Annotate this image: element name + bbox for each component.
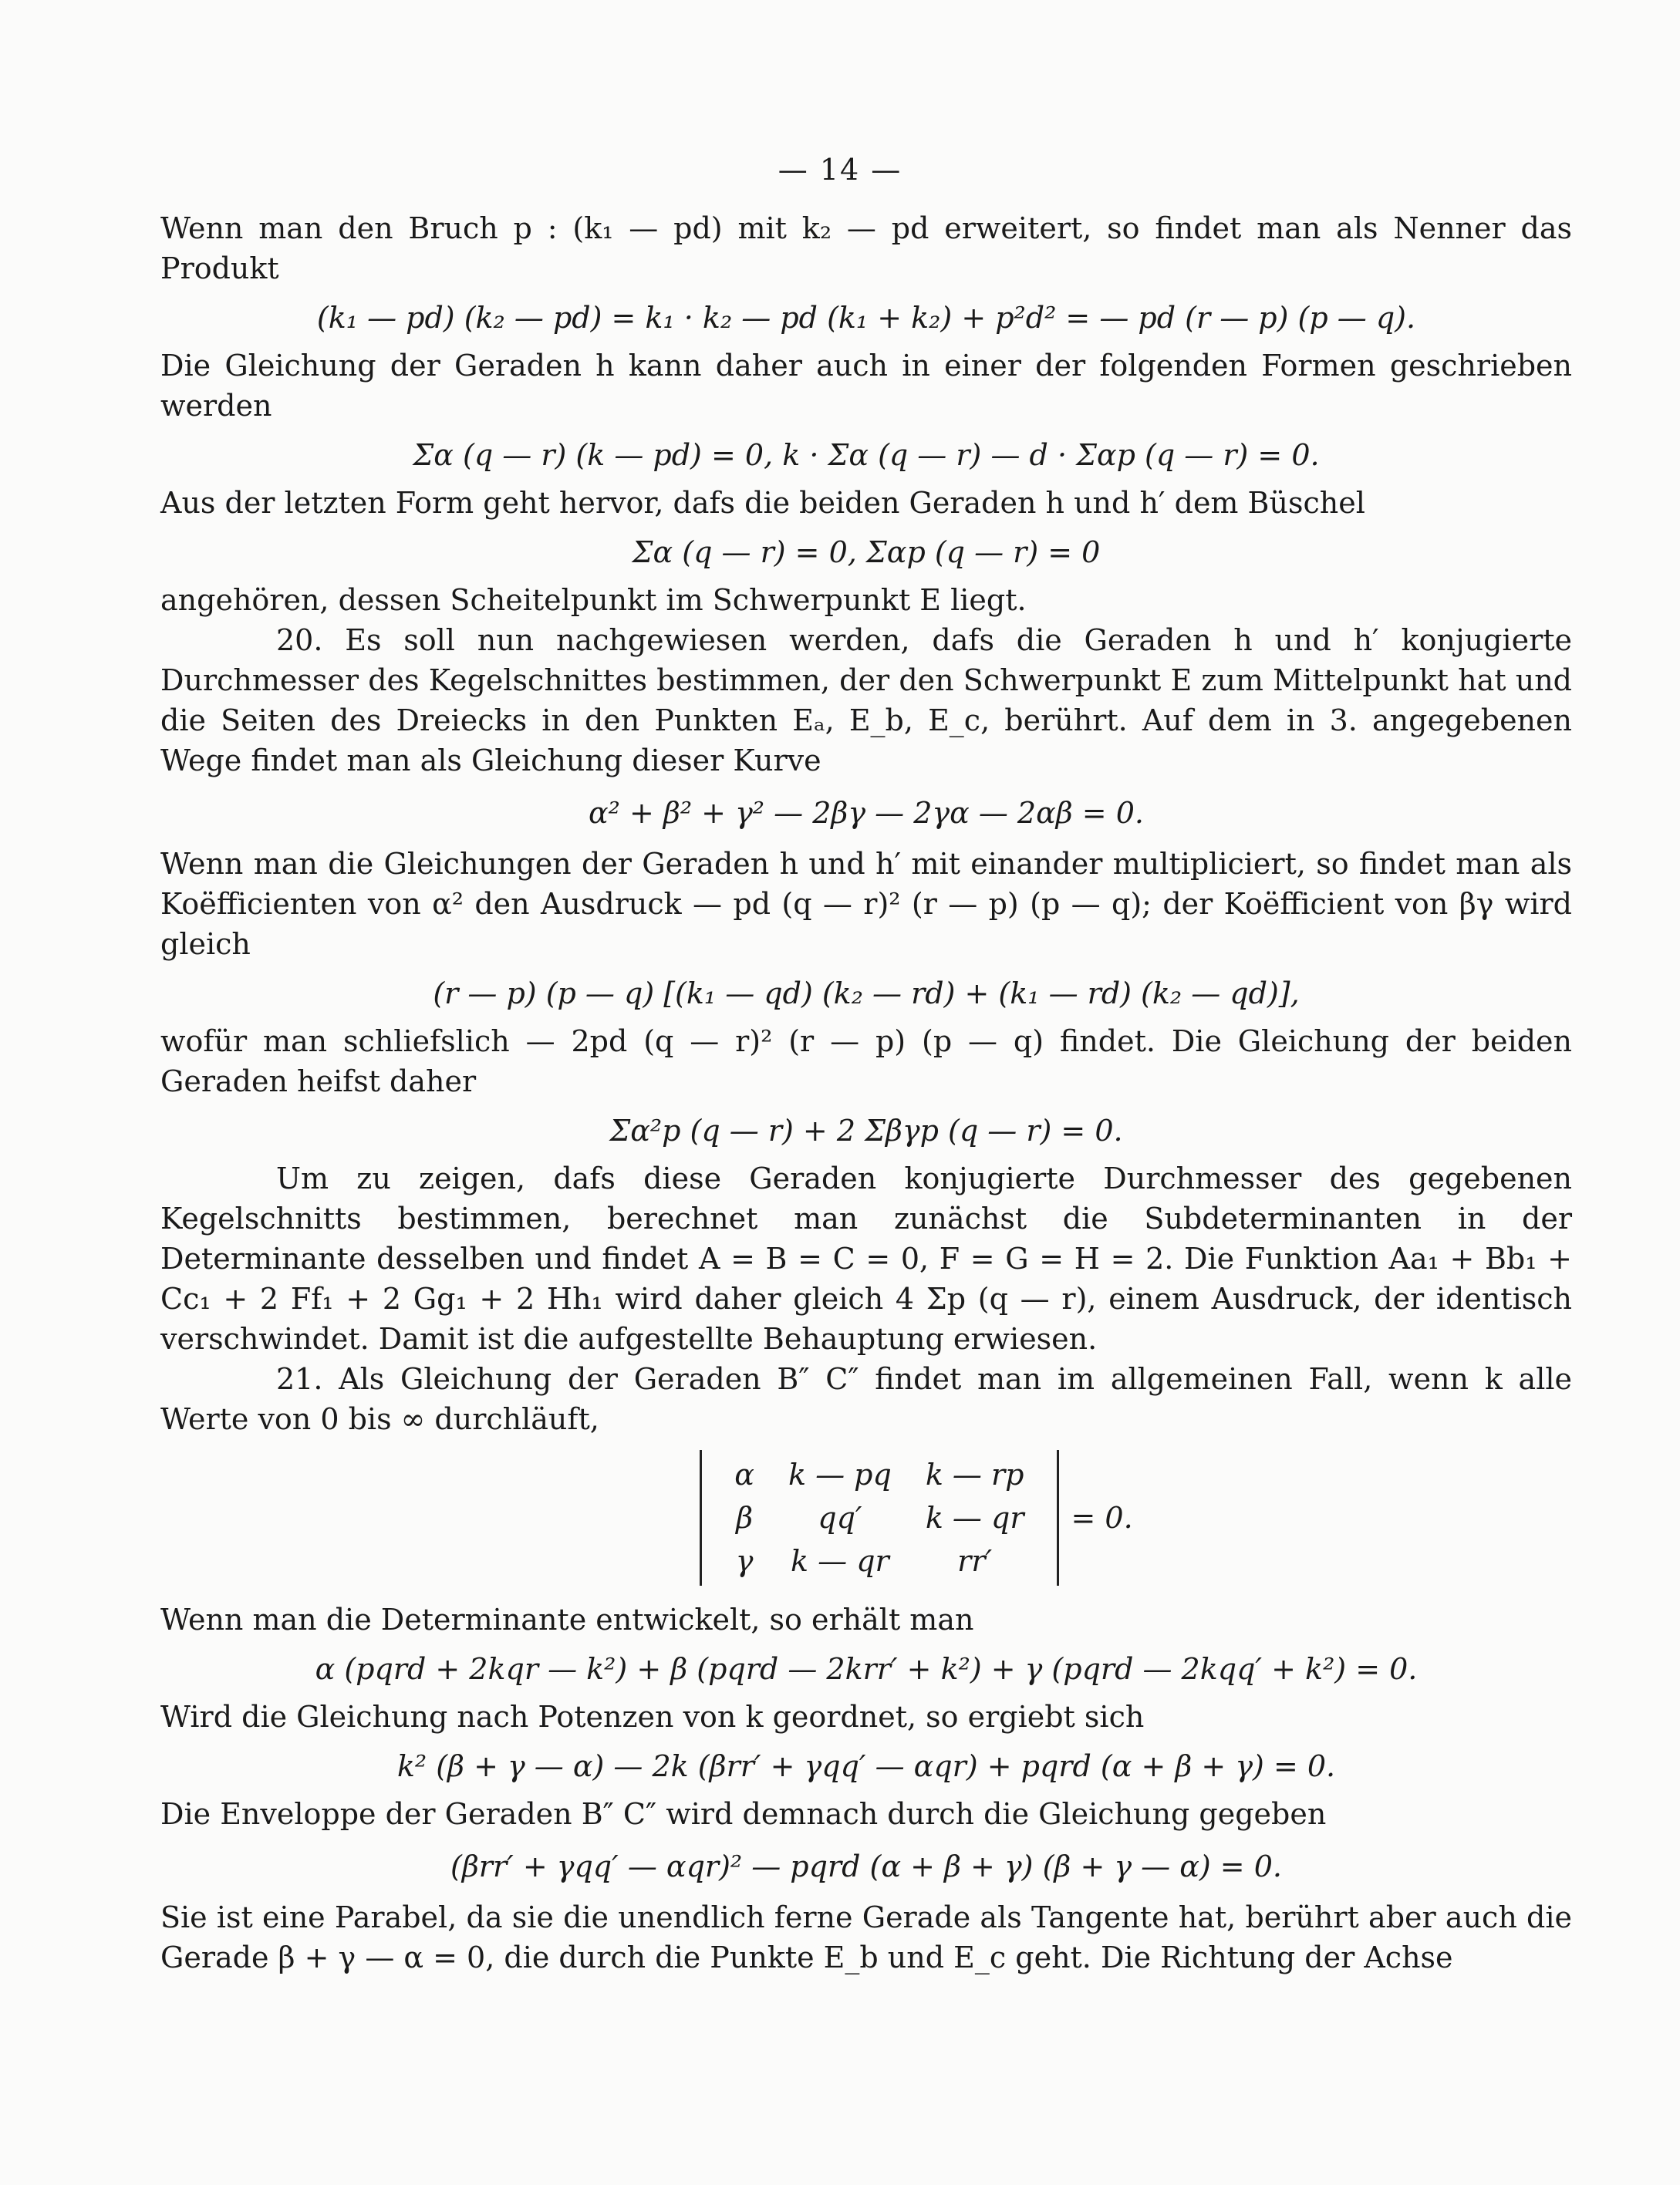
equation: α (pqrd + 2kqr — k²) + β (pqrd — 2krr′ + k²) + γ (pqrd — 2kqq′ + k²) = 0. — [315, 1652, 1418, 1686]
paragraph: Wenn man die Gleichungen der Geraden h und h′ mit einander multipliciert, so findet man als Koëfficienten von α² den Ausdruck — pd (q — r)² (r — p) (p — q); der Koëfficient von βγ wird gleich — [160, 847, 1572, 961]
paragraph: Wenn man die Determinante entwickelt, so erhält man — [160, 1603, 974, 1637]
equation: (k₁ — pd) (k₂ — pd) = k₁ · k₂ — pd (k₁ + k₂) + p²d² = — pd (r — p) (p — q). — [316, 301, 1416, 335]
determinant — [160, 1450, 1572, 1586]
paragraph: Um zu zeigen, dafs diese Geraden konjugierte Durchmesser des gegebenen Kegelschnitts bestimmen, berechnet man zunächst die Subdeterminanten in der Determinante desselben und findet A = B = C = 0, F = G = H = 2. Die Funktion Aa₁ + Bb₁ + Cc₁ + 2 Ff₁ + 2 Gg₁ + 2 Hh₁ wird daher gleich 4 Σp (q — r), einem Ausdruck, der identisch verschwindet. Damit ist die aufgestellte Behauptung erwiesen. — [160, 1162, 1572, 1356]
matrix-cell: rr′ — [957, 1544, 993, 1578]
paragraph: Aus der letzten Form geht hervor, dafs die beiden Geraden h und h′ dem Büschel — [160, 486, 1365, 520]
determinant-matrix — [700, 1450, 1058, 1586]
paragraph: 21. Als Gleichung der Geraden B″ C″ findet man im allgemeinen Fall, wenn k alle Werte von 0 bis ∞ durchläuft, — [160, 1362, 1572, 1436]
equation: α² + β² + γ² — 2βγ — 2γα — 2αβ = 0. — [589, 796, 1144, 830]
matrix-cell: qq′ — [818, 1501, 862, 1535]
paragraph: wofür man schliefslich — 2pd (q — r)² (r — p) (p — q) findet. Die Gleichung der beiden Geraden heifst daher — [160, 1024, 1572, 1098]
paragraph: Die Enveloppe der Geraden B″ C″ wird demnach durch die Gleichung gegeben — [160, 1797, 1327, 1831]
equation: Σα (q — r) = 0, Σαp (q — r) = 0 — [632, 535, 1101, 569]
equation: Σα (q — r) (k — pd) = 0, k · Σα (q — r) — d · Σαp (q — r) = 0. — [413, 438, 1320, 472]
matrix-cell: k — pq — [788, 1458, 892, 1492]
matrix-cell: k — rp — [925, 1458, 1024, 1492]
paragraph: 20. Es soll nun nachgewiesen werden, dafs die Geraden h und h′ konjugierte Durchmesser des Kegelschnittes bestimmen, der den Schwerpunkt E zum Mittelpunkt hat und die Seiten des Dreiecks in den Punkten Eₐ, E_b, E_c, berührt. Auf dem in 3. angegebenen Wege findet man als Gleichung dieser Kurve — [160, 623, 1572, 777]
paragraph: Sie ist eine Parabel, da sie die unendlich ferne Gerade als Tangente hat, berührt aber auch die Gerade β + γ — α = 0, die durch die Punkte E_b und E_c geht. Die Richtung der Achse — [160, 1900, 1572, 1974]
determinant-rhs: = 0. — [1071, 1501, 1133, 1535]
equation: Σα²p (q — r) + 2 Σβγp (q — r) = 0. — [609, 1114, 1123, 1148]
paragraph: Wird die Gleichung nach Potenzen von k geordnet, so ergiebt sich — [160, 1700, 1145, 1734]
paragraph: Die Gleichung der Geraden h kann daher auch in einer der folgenden Formen geschrieben werden — [160, 349, 1572, 423]
equation: (βrr′ + γqq′ — αqr)² — pqrd (α + β + γ) (β + γ — α) = 0. — [450, 1849, 1282, 1883]
matrix-cell: α — [734, 1458, 754, 1492]
paragraph: Wenn man den Bruch p : (k₁ — pd) mit k₂ — pd erweitert, so findet man als Nenner das Produkt — [160, 211, 1572, 285]
page-body — [160, 208, 1572, 1978]
equation: k² (β + γ — α) — 2k (βrr′ + γqq′ — αqr) + pqrd (α + β + γ) = 0. — [396, 1749, 1336, 1783]
matrix-cell: k — qr — [925, 1501, 1024, 1535]
equation: (r — p) (p — q) [(k₁ — qd) (k₂ — rd) + (k₁ — rd) (k₂ — qd)], — [433, 976, 1300, 1010]
paragraph: angehören, dessen Scheitelpunkt im Schwerpunkt E liegt. — [160, 583, 1027, 617]
matrix-cell: γ — [735, 1544, 754, 1578]
matrix-cell: β — [736, 1501, 754, 1535]
page-number: — 14 — — [778, 153, 902, 187]
matrix-cell: k — qr — [791, 1544, 889, 1578]
